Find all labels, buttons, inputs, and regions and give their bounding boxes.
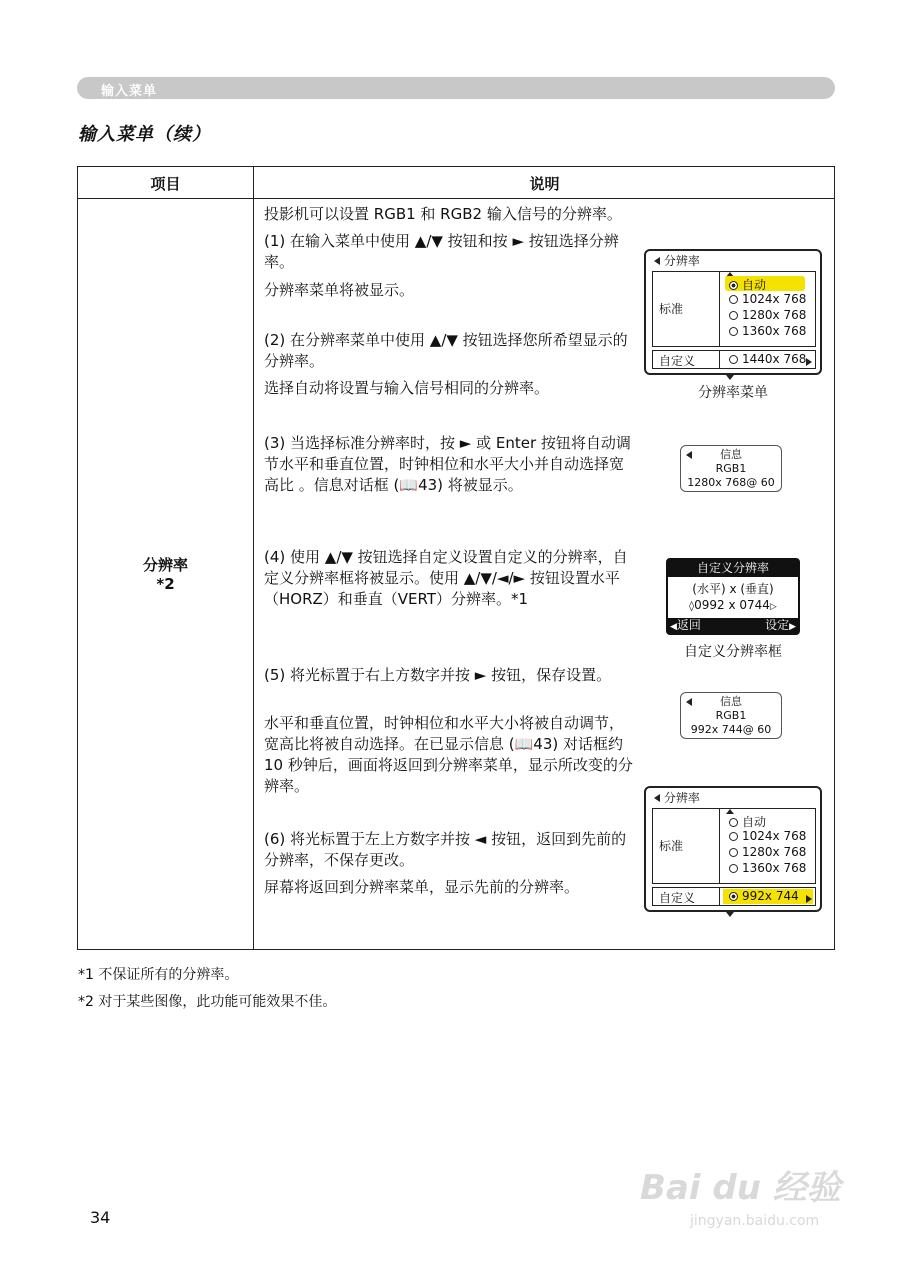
page-number: 34 (90, 1208, 111, 1227)
back-arrow-icon (686, 696, 692, 710)
info-dialog-custom (680, 692, 782, 739)
custom-resolution-box (666, 558, 800, 635)
resolution-option-1360[interactable]: 1360x 768 (729, 324, 806, 338)
section-header-bar (77, 77, 835, 99)
resolution-menu-caption: 分辨率菜单 (698, 385, 768, 401)
info-resolution: 1280x 768@ 60 (687, 476, 775, 489)
step-3-paragraph: (3) 当选择标准分辨率时，按 ► 或 Enter 按钮将自动调节水平和垂直位置，时钟相位和水平大小并自动选择宽高比 。信息对话框 (📖43) 将被显示。 (264, 434, 631, 494)
radio-icon (729, 832, 738, 841)
intro-paragraph: 投影机可以设置 RGB1 和 RGB2 输入信号的分辨率。 (264, 205, 622, 223)
standard-group (652, 808, 816, 884)
custom-row[interactable] (652, 887, 816, 906)
info-dialog-standard (680, 445, 782, 492)
standard-group-label: 标准 (659, 302, 684, 316)
forward-arrow-icon (806, 355, 812, 369)
footnote-1: *1 不保证所有的分辨率。 (78, 967, 239, 983)
resolution-menu-title: 分辨率 (654, 789, 700, 806)
step-5-paragraph: (5) 将光标置于右上方数字并按 ► 按钮，保存设置。 (264, 666, 612, 684)
step-5-result: 水平和垂直位置，时钟相位和水平大小将被自动调节，宽高比将被自动选择。在已显示信息 (📖43) 对话框约 10 秒钟后，画面将返回到分辨率菜单，显示所改变的分辨率。 (264, 714, 633, 795)
resolution-option-1024[interactable]: 1024x 768 (729, 292, 806, 306)
resolution-menu (644, 249, 822, 375)
radio-icon (729, 311, 738, 320)
adjust-left-icon: ◊ (689, 601, 695, 612)
radio-icon (729, 818, 738, 827)
step-6-result: 屏幕将返回到分辨率菜单，显示先前的分辨率。 (264, 878, 580, 896)
column-header-item: 项目 (150, 175, 181, 193)
radio-selected-icon (729, 281, 738, 290)
info-title: 信息 (720, 695, 742, 708)
back-arrow-icon (654, 794, 660, 802)
step-1-result: 分辨率菜单将被显示。 (264, 281, 415, 299)
back-arrow-icon (654, 257, 660, 265)
step-2-result: 选择自动将设置与输入信号相同的分辨率。 (264, 379, 550, 397)
adjust-right-icon: ▷ (769, 602, 777, 612)
custom-label: 自定义 (659, 354, 696, 368)
custom-box-title: 自定义分辨率 (668, 560, 798, 577)
radio-icon (729, 864, 738, 873)
radio-selected-icon (729, 892, 738, 901)
custom-box-labels: (水平) x (垂直) (692, 582, 774, 596)
back-arrow-icon (686, 449, 692, 463)
radio-icon (729, 848, 738, 857)
resolution-option-1024[interactable]: 1024x 768 (729, 829, 806, 843)
forward-arrow-icon (806, 892, 812, 906)
info-title: 信息 (720, 448, 742, 461)
custom-resolution-value: 992x 744 (729, 889, 799, 903)
set-button[interactable]: 设定▶ (765, 618, 796, 632)
resolution-option-1280[interactable]: 1280x 768 (729, 845, 806, 859)
column-header-description: 说明 (529, 175, 560, 193)
page-title: 输入菜单（续） (78, 124, 211, 145)
radio-icon (729, 327, 738, 336)
custom-row[interactable] (652, 350, 816, 369)
step-2-paragraph: (2) 在分辨率菜单中使用 ▲/▼ 按钮选择您所希望显示的分辨率。 (264, 331, 628, 370)
item-name-cell (78, 556, 253, 594)
radio-icon (729, 295, 738, 304)
resolution-option-auto[interactable]: 自动 (729, 813, 766, 830)
resolution-menu-updated (644, 786, 822, 912)
custom-resolution-value: 1440x 768 (729, 352, 806, 366)
custom-label: 自定义 (659, 891, 696, 905)
custom-box-values[interactable]: ◊0992 x 0744▷ (689, 598, 777, 612)
footnote-2: *2 对于某些图像，此功能可能效果不佳。 (78, 994, 337, 1010)
standard-group (652, 271, 816, 347)
section-header-label: 输入菜单 (101, 84, 158, 99)
resolution-option-1280[interactable]: 1280x 768 (729, 308, 806, 322)
custom-box-caption: 自定义分辨率框 (684, 644, 782, 660)
step-6-paragraph: (6) 将光标置于左上方数字并按 ◄ 按钮，返回到先前的分辨率，不保存更改。 (264, 830, 627, 869)
info-resolution: 992x 744@ 60 (690, 723, 772, 736)
watermark-logo: Bai du 经验 (640, 1168, 841, 1208)
step-1-paragraph: (1) 在输入菜单中使用 ▲/▼ 按钮和按 ► 按钮选择分辨率。 (264, 232, 619, 271)
scroll-down-icon (726, 369, 734, 383)
item-footnote-ref: *2 (156, 575, 175, 593)
item-name: 分辨率 (142, 556, 188, 574)
step-4-paragraph: (4) 使用 ▲/▼ 按钮选择自定义设置自定义的分辨率，自定义分辨率框将被显示。使用 ▲/▼/◄/► 按钮设置水平（HORZ）和垂直（VERT）分辨率。*1 (264, 548, 628, 608)
watermark-url: jingyan.baidu.com (690, 1213, 820, 1229)
info-source: RGB1 (715, 462, 747, 475)
info-source: RGB1 (715, 709, 747, 722)
back-button[interactable]: ◀返回 (670, 618, 701, 632)
scroll-down-icon (726, 906, 734, 920)
resolution-option-1360[interactable]: 1360x 768 (729, 861, 806, 875)
resolution-option-auto[interactable]: 自动 (729, 276, 766, 293)
resolution-menu-title: 分辨率 (654, 252, 700, 269)
standard-group-label: 标准 (659, 839, 684, 853)
